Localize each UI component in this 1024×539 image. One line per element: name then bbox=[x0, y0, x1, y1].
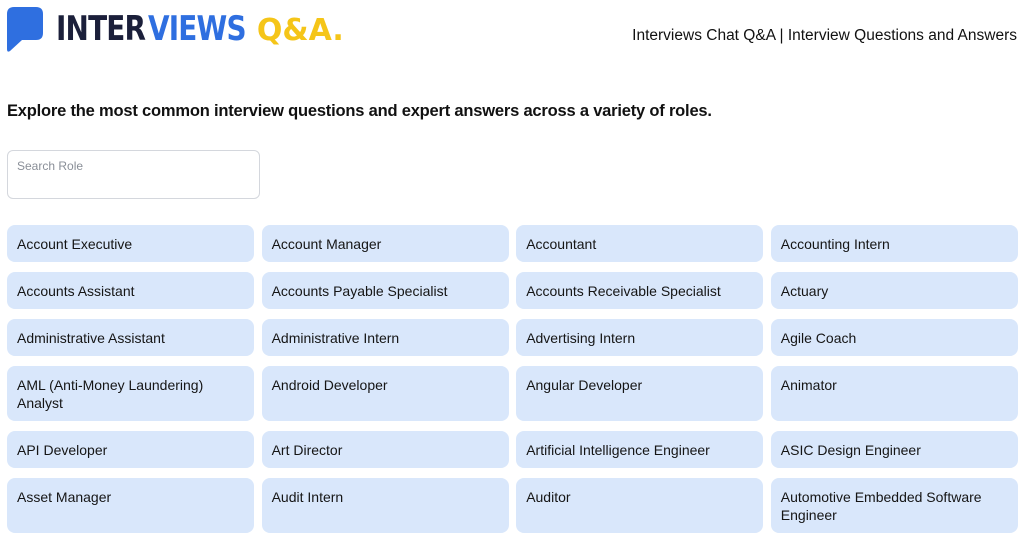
logo-text-views: VIEWS bbox=[147, 9, 246, 49]
role-card[interactable]: Actuary bbox=[771, 272, 1018, 309]
role-card[interactable]: Angular Developer bbox=[516, 366, 763, 421]
role-card[interactable]: Asset Manager bbox=[7, 478, 254, 533]
role-card[interactable]: Android Developer bbox=[262, 366, 509, 421]
role-card[interactable]: Accounts Payable Specialist bbox=[262, 272, 509, 309]
role-card[interactable]: Artificial Intelligence Engineer bbox=[516, 431, 763, 468]
role-card[interactable]: Animator bbox=[771, 366, 1018, 421]
site-header bbox=[0, 0, 1024, 60]
site-logo[interactable] bbox=[6, 6, 344, 52]
logo-text-inter: INTER bbox=[56, 9, 146, 49]
role-card[interactable]: Administrative Assistant bbox=[7, 319, 254, 356]
role-grid bbox=[7, 225, 1018, 533]
role-card[interactable]: Accounts Assistant bbox=[7, 272, 254, 309]
search-role-input[interactable] bbox=[17, 159, 247, 173]
role-card[interactable]: Accounts Receivable Specialist bbox=[516, 272, 763, 309]
role-card[interactable]: API Developer bbox=[7, 431, 254, 468]
role-card[interactable]: Account Executive bbox=[7, 225, 254, 262]
site-title-link[interactable]: Interviews Chat Q&A | Interview Questions and Answers bbox=[632, 27, 1017, 44]
role-card[interactable]: Art Director bbox=[262, 431, 509, 468]
role-card[interactable]: Agile Coach bbox=[771, 319, 1018, 356]
role-card[interactable]: Accounting Intern bbox=[771, 225, 1018, 262]
role-card[interactable]: Automotive Embedded Software Engineer bbox=[771, 478, 1018, 533]
logo-wordmark bbox=[56, 9, 344, 49]
search-role-box[interactable] bbox=[7, 150, 260, 199]
role-card[interactable]: Audit Intern bbox=[262, 478, 509, 533]
role-card[interactable]: AML (Anti-Money Laundering) Analyst bbox=[7, 366, 254, 421]
role-card[interactable]: Account Manager bbox=[262, 225, 509, 262]
logo-text-qa: Q&A. bbox=[256, 13, 344, 48]
role-card[interactable]: Accountant bbox=[516, 225, 763, 262]
page-headline: Explore the most common interview questions and expert answers across a variety of roles. bbox=[7, 102, 712, 120]
role-card[interactable]: Administrative Intern bbox=[262, 319, 509, 356]
role-card[interactable]: ASIC Design Engineer bbox=[771, 431, 1018, 468]
speech-bubble-icon bbox=[6, 6, 44, 52]
role-card[interactable]: Advertising Intern bbox=[516, 319, 763, 356]
role-card[interactable]: Auditor bbox=[516, 478, 763, 533]
